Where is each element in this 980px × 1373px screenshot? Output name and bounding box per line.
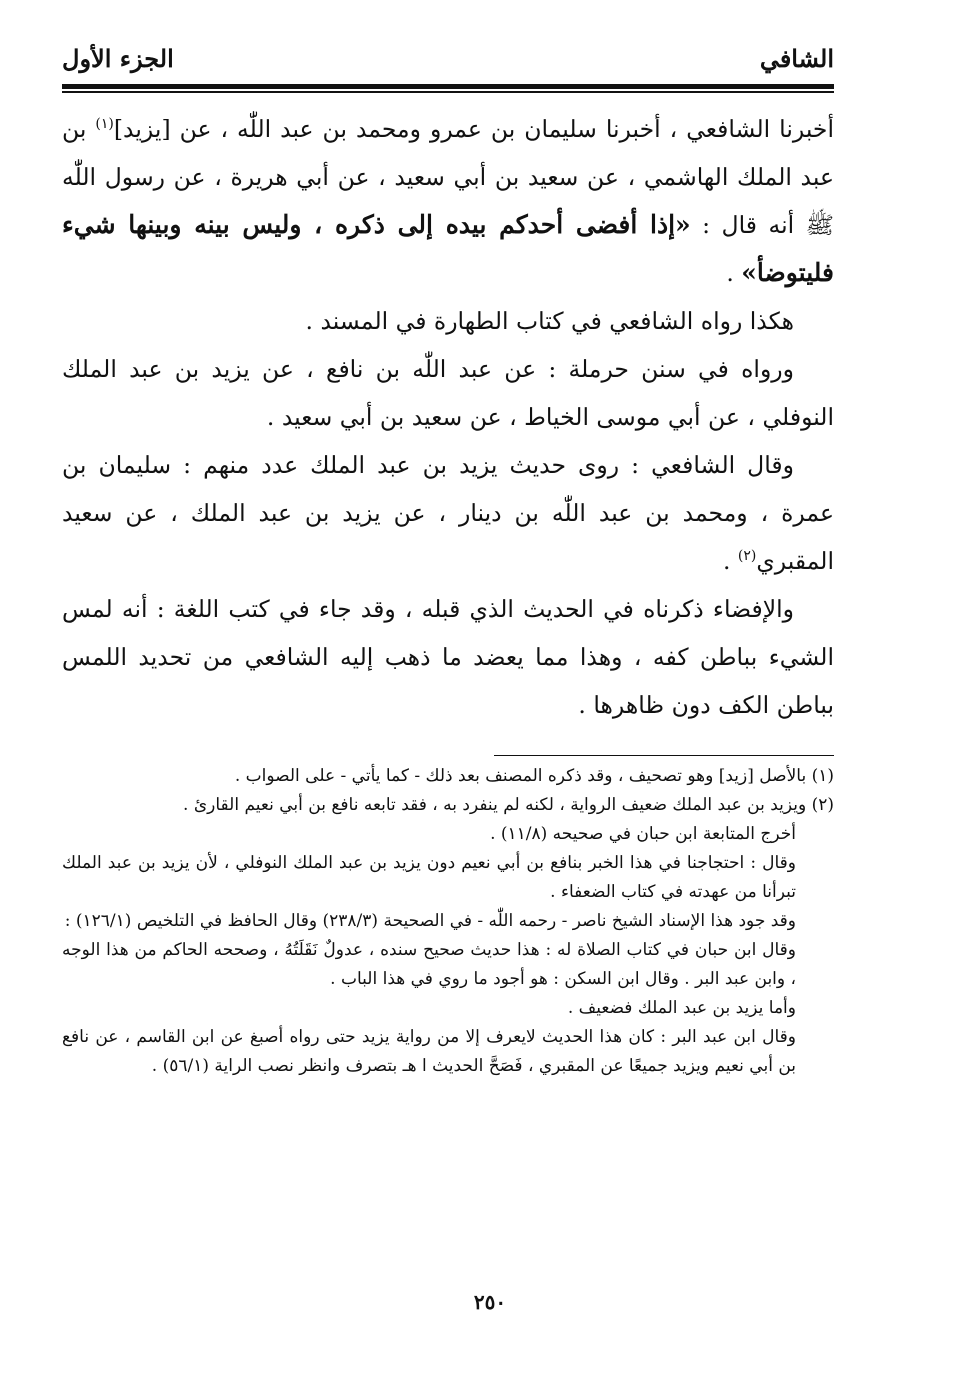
paragraph-musnad: هكذا رواه الشافعي في كتاب الطهارة في المسند . bbox=[305, 306, 794, 335]
header-rule-thick bbox=[62, 84, 834, 89]
paragraph-hadith-chain: أخبرنا الشافعي ، أخبرنا سليمان بن عمرو ومحمد بن عبد اللّٰه ، عن [يزيد]$^{(١)}$ بن عبد الملك الهاشمي ، عن سعيد بن أبي سعيد ، عن أبي هريرة ، عن رسول اللّٰه ﷺ أنه قال : «إذا أفضى أحدكم بيده إلى ذكره ، وليس بينه وبينها شيء فليتوضأ» . bbox=[62, 114, 835, 287]
book-title: الشافي bbox=[759, 44, 834, 73]
footnote-2-line: وقال ابن حبان في كتاب الصلاة له : هذا حديث صحيح سنده ، عدولٌ نَقَلَتُهُ ، وصححه الحاكم من هذا الوجه ، وابن عبد البر . وقال ابن السكن : هو أجود ما روي في هذا الباب . bbox=[62, 940, 796, 989]
running-header bbox=[62, 40, 834, 84]
paragraph-harmala: ورواه في سنن حرملة : عن عبد اللّٰه بن نافع ، عن يزيد بن عبد الملك النوفلي ، عن أبي موسى الخياط ، عن سعيد بن أبي سعيد . bbox=[62, 354, 834, 431]
footnote-2-line: وقال : احتجاجنا في هذا الخبر بنافع بن أبي نعيم دون يزيد بن عبد الملك النوفلي ، لأن يزيد بن عبد الملك تبرأنا من عهدته في كتاب الضعفاء . bbox=[62, 853, 796, 902]
footnote-ref-1: (١) bbox=[95, 115, 114, 132]
footnote-2: (٢) ويزيد بن عبد الملك ضعيف الرواية ، لكنه لم ينفرد به ، فقد تابعه نافع بن أبي نعيم القارئ . bbox=[183, 795, 834, 815]
paragraph-shafii-narrators: وقال الشافعي : روى حديث يزيد بن عبد الملك عدد منهم : سليمان بن عمرة ، ومحمد بن عبد اللّٰه بن دينار ، عن يزيد بن عبد الملك ، عن سعيد المقبري$^{(٢)}$ . bbox=[62, 450, 834, 575]
paragraph-ifdaa: والإفضاء ذكرناه في الحديث الذي قبله ، وقد جاء في كتب اللغة : أنه لمس الشيء بباطن كفه ، وهذا مما يعضد ما ذهب إليه الشافعي من تحديد اللمس بباطن الكف دون ظاهرها . bbox=[62, 594, 834, 719]
footnote-2-line: أخرج المتابعة ابن حبان في صحيحه (١١/٨) . bbox=[490, 824, 796, 844]
main-text bbox=[62, 105, 834, 729]
book-page bbox=[62, 40, 834, 1081]
header-rule-thin bbox=[62, 91, 834, 93]
footnote-2-line: وأما يزيد بن عبد الملك فضعيف . bbox=[567, 998, 796, 1018]
footnotes bbox=[62, 762, 834, 1081]
footnote-2-line: وقد جود هذا الإسناد الشيخ ناصر - رحمه اللّٰه - في الصحيحة (٢٣٨/٣) وقال الحافظ في التلخيص (١٢٦/١) : bbox=[64, 911, 796, 931]
footnote-2-line: وقال ابن عبد البر : كان هذا الحديث لايعرف إلا من رواية يزيد حتى رواه أصبغ عن ابن القاسم ، عن نافع بن أبي نعيم ويزيد جميعًا عن المقبري ، فَصَحَّ الحديث ا هـ بتصرف وانظر نصب الراية (٥٦/١) . bbox=[62, 1027, 796, 1076]
hadith-text: «إذا أفضى أحدكم بيده إلى ذكره ، وليس بينه وبينها شيء فليتوضأ» bbox=[62, 209, 834, 287]
footnote-1: (١) بالأصل [زيد] وهو تصحيف ، وقد ذكره المصنف بعد ذلك - كما يأتي - على الصواب . bbox=[234, 766, 834, 786]
part-label: الجزء الأول bbox=[62, 44, 174, 73]
page-number: ٢٥٠ bbox=[473, 1290, 507, 1314]
footnote-ref-2: (٢) bbox=[737, 547, 757, 564]
footnote-separator bbox=[494, 755, 834, 757]
